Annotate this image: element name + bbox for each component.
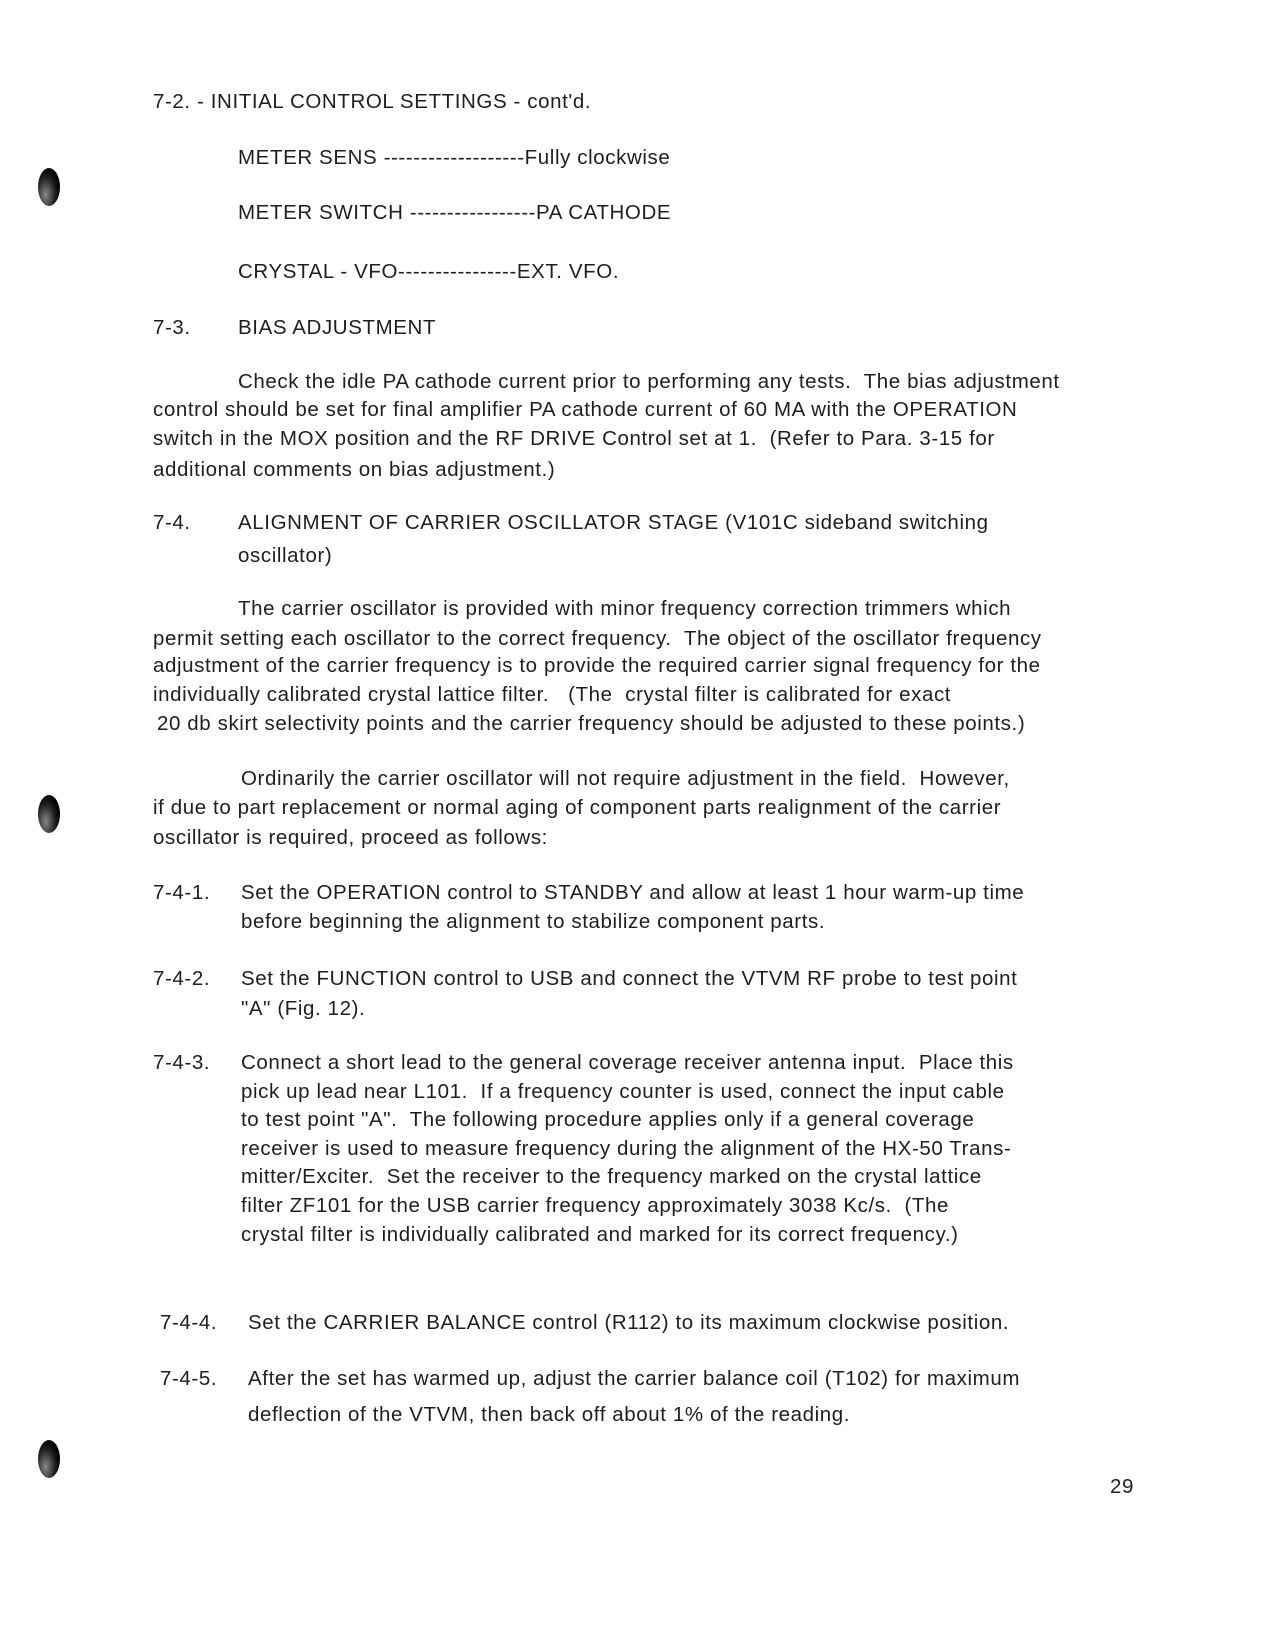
section-heading: BIAS ADJUSTMENT (238, 316, 437, 339)
step-text: Set the OPERATION control to STANDBY and allow at least 1 hour warm-up time (241, 881, 1025, 904)
punch-hole-icon (38, 795, 60, 833)
section-heading: oscillator) (238, 544, 333, 567)
step-text: receiver is used to measure frequency during the alignment of the HX-50 Trans- (241, 1137, 1012, 1160)
step-text: Set the FUNCTION control to USB and connect the VTVM RF probe to test point (241, 967, 1018, 990)
control-setting: CRYSTAL - VFO----------------EXT. VFO. (238, 260, 620, 283)
paragraph-line: if due to part replacement or normal aging of component parts realignment of the carrier (153, 796, 1002, 819)
step-text: filter ZF101 for the USB carrier frequency approximately 3038 Kc/s. (The (241, 1194, 950, 1217)
step-text: After the set has warmed up, adjust the carrier balance coil (T102) for maximum (248, 1367, 1021, 1390)
step-text: Set the CARRIER BALANCE control (R112) to its maximum clockwise position. (248, 1311, 1010, 1334)
section-number: 7-4. (153, 511, 191, 534)
control-setting: METER SENS -------------------Fully clockwise (238, 146, 671, 169)
paragraph-line: oscillator is required, proceed as follows: (153, 826, 548, 849)
paragraph-line: additional comments on bias adjustment.) (153, 458, 556, 481)
section-heading: ALIGNMENT OF CARRIER OSCILLATOR STAGE (V101C sideband switching (238, 511, 989, 534)
page-number: 29 (1110, 1475, 1135, 1498)
step-number: 7-4-2. (153, 967, 211, 990)
step-text: "A" (Fig. 12). (241, 997, 366, 1020)
paragraph-line: Check the idle PA cathode current prior to performing any tests. The bias adjustment (238, 370, 1060, 393)
step-number: 7-4-4. (160, 1311, 218, 1334)
paragraph-line: switch in the MOX position and the RF DRIVE Control set at 1. (Refer to Para. 3-15 for (153, 427, 995, 450)
step-text: before beginning the alignment to stabilize component parts. (241, 910, 826, 933)
step-text: pick up lead near L101. If a frequency counter is used, connect the input cable (241, 1080, 1005, 1103)
punch-hole-icon (38, 1440, 60, 1478)
step-text: mitter/Exciter. Set the receiver to the frequency marked on the crystal lattice (241, 1165, 982, 1188)
step-number: 7-4-3. (153, 1051, 211, 1074)
paragraph-line: permit setting each oscillator to the correct frequency. The object of the oscillator frequency (153, 627, 1042, 650)
step-number: 7-4-5. (160, 1367, 218, 1390)
paragraph-line: Ordinarily the carrier oscillator will not require adjustment in the field. However, (241, 767, 1010, 790)
paragraph-line: adjustment of the carrier frequency is to provide the required carrier signal frequency for the (153, 654, 1041, 677)
paragraph-line: The carrier oscillator is provided with minor frequency correction trimmers which (238, 597, 1012, 620)
paragraph-line: individually calibrated crystal lattice filter. (The crystal filter is calibrated for exact (153, 683, 952, 706)
punch-hole-icon (38, 168, 60, 206)
section-heading: 7-2. - INITIAL CONTROL SETTINGS - cont'd. (153, 90, 592, 113)
step-number: 7-4-1. (153, 881, 211, 904)
step-text: Connect a short lead to the general coverage receiver antenna input. Place this (241, 1051, 1014, 1074)
paragraph-line: control should be set for final amplifier PA cathode current of 60 MA with the OPERATION (153, 398, 1018, 421)
section-number: 7-3. (153, 316, 191, 339)
paragraph-line: 20 db skirt selectivity points and the carrier frequency should be adjusted to these points.) (157, 712, 1026, 735)
control-setting: METER SWITCH -----------------PA CATHODE (238, 201, 672, 224)
step-text: deflection of the VTVM, then back off about 1% of the reading. (248, 1403, 851, 1426)
step-text: crystal filter is individually calibrated and marked for its correct frequency.) (241, 1223, 959, 1246)
step-text: to test point "A". The following procedure applies only if a general coverage (241, 1108, 975, 1131)
